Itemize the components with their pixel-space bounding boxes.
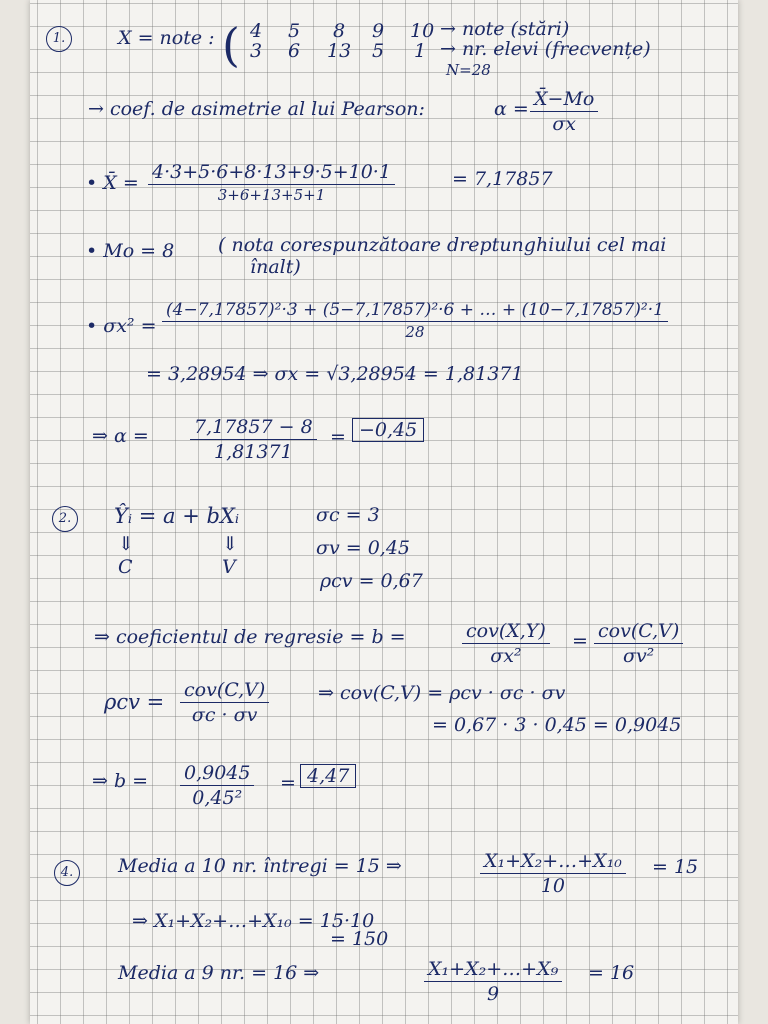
cov-cv-fraction — [594, 620, 683, 667]
problem-4-number: 4. — [54, 860, 80, 886]
mean-of-nine-denominator: 9 — [487, 983, 500, 1005]
mode-explanation: ( nota corespunzătoare dreptunghiului cel mai — [218, 234, 667, 256]
mean-of-nine-equals: = 16 — [588, 962, 635, 984]
pearson-alpha: α = — [494, 98, 529, 120]
freq-value-3: 13 — [327, 40, 352, 62]
alpha-numerator: 7,17857 − 8 — [190, 416, 317, 440]
cov-xy-numerator: cov(X,Y) — [462, 620, 550, 644]
sigma-v: σv = 0,45 — [316, 537, 411, 559]
freq-value-1: 3 — [250, 40, 263, 62]
total-count: N=28 — [446, 61, 491, 79]
b-fraction — [180, 762, 254, 809]
problem-2-number: 2. — [52, 506, 78, 532]
cov-xy-denominator: σx² — [490, 645, 522, 667]
variance-lhs: • σx² = — [86, 315, 157, 337]
mean-of-nine-numerator: X₁+X₂+…+X₉ — [424, 958, 562, 982]
freq-value-4: 5 — [372, 40, 385, 62]
cov-xy-fraction — [462, 620, 550, 667]
b-boxed-result: 4,47 — [300, 764, 356, 788]
b-lhs: ⇒ b = — [92, 770, 149, 792]
sum-of-ten-result: = 150 — [330, 928, 389, 950]
equals-sign: = — [572, 630, 588, 652]
freq-value-2: 6 — [288, 40, 301, 62]
rho-lhs: ρcv = — [104, 690, 165, 714]
covariance-implication: ⇒ cov(C,V) = ρcv · σc · σv — [318, 682, 566, 704]
alpha-lhs: ⇒ α = — [92, 425, 149, 447]
arrow-down-icon: ⇓ — [222, 533, 238, 555]
note-variable-definition: X = note : — [118, 27, 215, 49]
rho-numerator: cov(C,V) — [180, 679, 269, 703]
mean-of-ten-denominator: 10 — [540, 875, 565, 897]
freqs-row-label: → nr. elevi (frecvențe) — [440, 38, 651, 60]
mean-of-nine-fraction — [424, 958, 562, 1005]
alpha-fraction — [190, 416, 317, 463]
cov-cv-denominator: σv² — [622, 645, 655, 667]
alpha-boxed-result: −0,45 — [352, 418, 424, 442]
rho-denominator: σc · σv — [191, 704, 258, 726]
variance-fraction — [162, 300, 668, 341]
mean-lhs: • X̄ = — [86, 172, 139, 194]
alpha-denominator: 1,81371 — [214, 441, 293, 463]
freq-value-5: 1 — [414, 40, 427, 62]
b-equals: = — [280, 772, 296, 794]
mean-numerator: 4·3+5·6+8·13+9·5+10·1 — [148, 161, 395, 185]
sigma-c: σc = 3 — [316, 504, 380, 526]
note-value-1: 4 — [250, 20, 263, 42]
note-value-4: 9 — [372, 20, 385, 42]
note-value-2: 5 — [288, 20, 301, 42]
left-parenthesis: ( — [222, 18, 240, 72]
variable-v-label: V — [222, 556, 236, 578]
variance-result: = 3,28954 ⇒ σx = √3,28954 = 1,81371 — [146, 363, 524, 385]
mean-denominator: 3+6+13+5+1 — [217, 186, 326, 204]
notes-row-label: → note (stări) — [440, 18, 570, 40]
variable-c-label: C — [118, 556, 133, 578]
mode-explanation-continued: înalt) — [250, 256, 301, 278]
mean-of-nine-statement: Media a 9 nr. = 16 ⇒ — [118, 962, 320, 984]
mean-result: = 7,17857 — [452, 168, 553, 190]
alpha-equals: = — [330, 426, 346, 448]
cov-cv-numerator: cov(C,V) — [594, 620, 683, 644]
pearson-label: → coef. de asimetrie al lui Pearson: — [88, 98, 425, 120]
mean-of-ten-statement: Media a 10 nr. întregi = 15 ⇒ — [118, 855, 402, 877]
mean-of-ten-fraction — [480, 850, 626, 897]
arrow-down-icon: ⇓ — [118, 533, 134, 555]
problem-1-number: 1. — [46, 26, 72, 52]
pearson-denominator: σx — [552, 113, 577, 135]
mean-of-ten-numerator: X₁+X₂+…+X₁₀ — [480, 850, 626, 874]
b-numerator: 0,9045 — [180, 762, 254, 786]
note-value-5: 10 — [410, 20, 435, 42]
covariance-calculation: = 0,67 · 3 · 0,45 = 0,9045 — [432, 714, 682, 736]
sum-of-ten-line: ⇒ X₁+X₂+…+X₁₀ = 15·10 — [132, 910, 375, 932]
regression-coefficient-label: ⇒ coeficientul de regresie = b = — [94, 626, 406, 648]
mean-fraction — [148, 161, 395, 204]
pearson-numerator: X̄−Mo — [530, 88, 598, 112]
rho-cv: ρcv = 0,67 — [320, 570, 423, 592]
b-denominator: 0,45² — [192, 787, 243, 809]
note-value-3: 8 — [333, 20, 346, 42]
rho-fraction — [180, 679, 269, 726]
variance-denominator: 28 — [405, 323, 425, 341]
mode-value: • Mo = 8 — [86, 240, 175, 262]
regression-model: Ŷᵢ = a + bXᵢ — [114, 504, 240, 528]
pearson-formula-fraction — [530, 88, 598, 135]
variance-numerator: (4−7,17857)²·3 + (5−7,17857)²·6 + … + (10−7,17857)²·1 — [162, 300, 668, 322]
mean-of-ten-equals: = 15 — [652, 856, 699, 878]
